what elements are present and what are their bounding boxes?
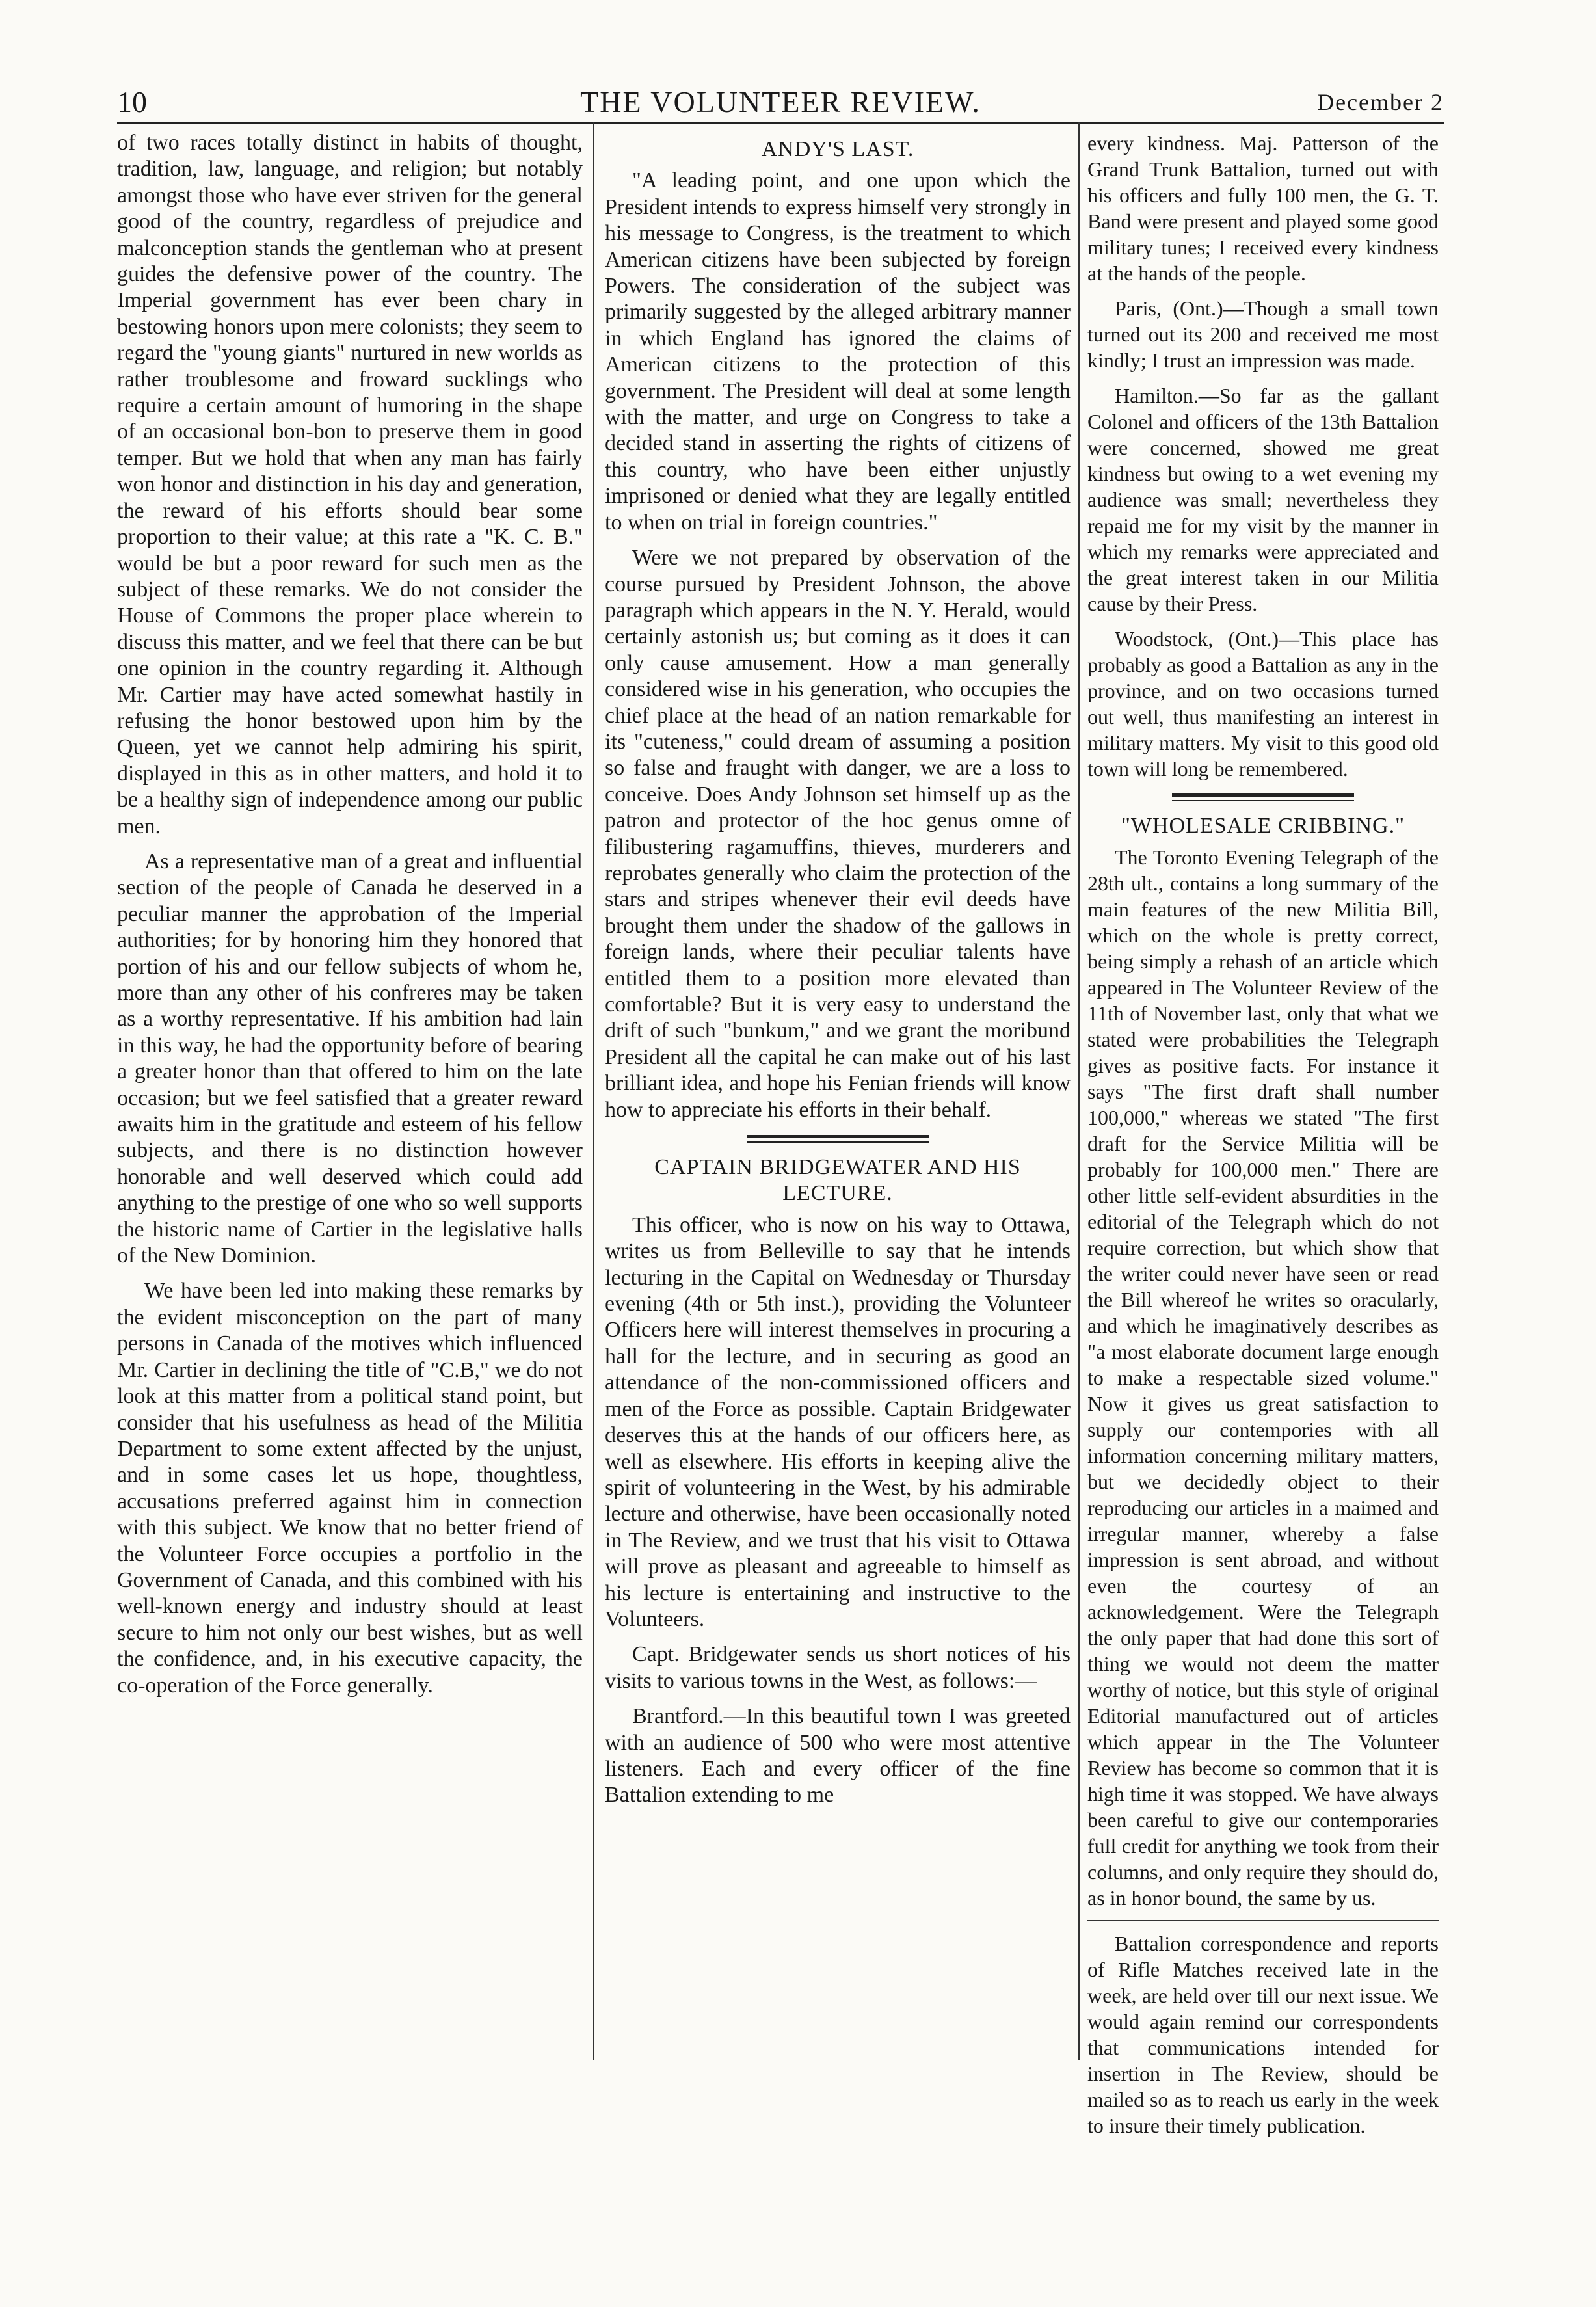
paragraph: of two races totally distinct in habits of thought, tradition, law, language, and religion; but notably amongst those who have ever striven for the general good of the country, regardless of prejudice and malconception stands the gentleman who at present guides the defensive power of the country. The Imperial government has ever been chary in bestowing honors upon mere colonists; they seem to regard the "young giants" nurtured in new worlds as rather troublesome and froward sucklings who require a certain amount of humoring in the shape of an occasional bon-bon to preserve them in good temper. But we hold that when any man has fairly won honor and distinction in his day and generation, the reward of his efforts should bear some proportion to their value; at this rate a "K. C. B." would be but a poor reward for such men as the subject of these remarks. We do not consider the House of Commons the proper place wherein to discuss this matter, and we feel that there can be but one opinion in the country regarding it. Although Mr. Cartier may have acted somewhat hastily in refusing the honor bestowed upon him by the Queen, yet we cannot help admiring his spirit, displayed in this as in other matters, and hold it to be a healthy sign of independence among our public men. <box>117 131 583 838</box>
column-3 <box>1087 130 1439 2274</box>
paragraph: The Toronto Evening Telegraph of the 28th ult., contains a long summary of the main features of the new Militia Bill, which on the whole is pretty correct, being simply a rehash of an article which appeared in The Volunteer Review of the 11th of November last, only that what we stated were probabilities the Telegraph gives as positive facts. For instance it says "The first draft shall number 100,000," whereas we stated "The first draft for the Service Militia will be probably for 100,000 men." There are other little self-evident absurdities in the editorial of the Telegraph which do not require correction, but which show that the writer could never have seen or read the Bill whereof he writes so oracularly, and which he imaginatively describes as "a most elaborate document large enough to make a respectable sized volume." Now it gives us great satisfaction to supply our contempories with all information concerning military matters, but we decidedly object to their reproducing our articles in a maimed and irregular manner, whereby a false impression is sent abroad, and without even the courtesy of an acknowledgement. Were the Telegraph the only paper that had done this sort of thing we would not deem the matter worthy of notice, but this style of original Editorial manufactured out of articles which appear in the The Volunteer Review has become so common that it is high time it was stopped. We have always been careful to give our contemporaries full credit for anything we took from their columns, and only require they should do, as in honor bound, the same by us. <box>1087 846 1439 1910</box>
section-divider <box>747 1135 929 1143</box>
issue-date: December 2 <box>1317 89 1444 115</box>
paragraph: Paris, (Ont.)—Though a small town turned out its 200 and received me most kindly; I trust an impression was made. <box>1087 297 1439 372</box>
page-number: 10 <box>117 85 147 118</box>
paragraph: Were we not prepared by observation of the course pursued by President Johnson, the above paragraph which appears in the N. Y. Herald, would certainly astonish us; but coming as it does it can only cause amusement. How a man generally considered wise in his generation, who occupies the chief place at the head of an nation remarkable for its "cuteness," could dream of assuming a position so false and fraught with danger, we are a loss to conceive. Does Andy Johnson set himself up as the patron and protector of the hoc genus omne of filibustering ragamuffins, thieves, murderers and reprobates generally who claim the protection of the stars and stripes whenever their evil deeds have brought them under the shadow of the gallows in foreign lands, where their peculiar talents have entitled them to a position more elevated than comfortable? But it is very easy to understand the drift of such "bunkum," and we grant the moribund President all the capital he can make out of his last brilliant idea, and hope his Fenian friends will know how to appreciate his efforts in their behalf. <box>605 546 1071 1122</box>
paragraph: Battalion correspondence and reports of Rifle Matches received late in the week, are held over till our next issue. We would again remind our correspondents that communications intended for insertion in The Review, should be mailed so as to reach us early in the week to insure their timely publication. <box>1087 1932 1439 2137</box>
column-rule <box>1078 122 1080 2060</box>
quoted-paragraph: "A leading point, and one upon which the President intends to express himself very strongly in his message to Congress, is the treatment to which American citizens have been subjected by foreign Powers. The consideration of the subject was primarily suggested by the alleged arbitrary manner in which England has ignored the claims of American citizens to the protection of this government. The President will deal at some length with the matter, and urge on Congress to take a decided stand in asserting the rights of citizens of this country, who have been either unjustly imprisoned or denied what they are legally entitled to when on trial in foreign countries." <box>605 168 1071 535</box>
paragraph: Woodstock, (Ont.)—This place has probably as good a Battalion as any in the province, and on two occasions turned out well, thus manifesting an interest in military matters. My visit to this good old town will long be remembered. <box>1087 627 1439 780</box>
paragraph: We have been led into making these remarks by the evident misconception on the part of many persons in Canada of the motives which influenced Mr. Cartier in declining the title of "C.B," we do not look at this matter from a political stand point, but consider that his usefulness as head of the Militia Department to some extent affected by the unjust, and in some cases let us hope, thoughtless, accusations preferred against him in connection with this subject. We know that no better friend of the Volunteer Force occupies a portfolio in the Government of Canada, and this combined with his well-known energy and industry should at least secure to him not only our best wishes, but as well the confidence, and, in his executive capacity, the co-operation of the Force generally. <box>117 1279 583 1698</box>
paragraph: As a representative man of a great and influential section of the people of Canada he deserved in a peculiar manner the approbation of the Imperial authorities; for by honoring him they honored that portion of his and our fellow subjects of whom he, more than any other of his confreres may be taken as a worthy representative. If his ambition had lain in this way, he had the opportunity before of bearing a greater honor than that offered to him on the late occasion; but we feel satisfied that a greater reward awaits him in the gratitude and esteem of his fellow subjects, and there is no distinction however honorable and well deserved which could add anything to the prestige of one who so well supports the historic name of Cartier in the legislative halls of the New Dominion. <box>117 849 583 1268</box>
newspaper-title: THE VOLUNTEER REVIEW. <box>580 85 981 118</box>
paragraph: every kindness. Maj. Patterson of the Grand Trunk Battalion, turned out with his officers and fully 100 men, the G. T. Band were present and played some good military tunes; I received every kindness at the hands of the people. <box>1087 131 1439 285</box>
column-rule <box>593 122 594 2060</box>
column-1 <box>117 130 583 2274</box>
article-heading: ANDY'S LAST. <box>761 137 914 161</box>
article-heading: "WHOLESALE CRIBBING." <box>1121 814 1405 838</box>
paragraph: Capt. Bridgewater sends us short notices of his visits to various towns in the West, as follows:— <box>605 1642 1071 1693</box>
paragraph: Brantford.—In this beautiful town I was greeted with an audience of 500 who were most attentive listeners. Each and every officer of the fine Battalion extending to me <box>605 1704 1071 1807</box>
article-heading: CAPTAIN BRIDGEWATER AND HIS LECTURE. <box>654 1155 1021 1206</box>
section-divider <box>1087 1920 1439 1921</box>
header-rule <box>117 122 1444 124</box>
section-divider <box>1172 793 1354 801</box>
column-2 <box>605 130 1071 2274</box>
paragraph: Hamilton.—So far as the gallant Colonel and officers of the 13th Battalion were concerned, showed me great kindness but owing to a wet evening my audience was small; nevertheless they repaid me for my visit by the manner in which my remarks were appreciated and the great interest taken in our Militia cause by their Press. <box>1087 384 1439 615</box>
paragraph: This officer, who is now on his way to Ottawa, writes us from Belleville to say that he intends lecturing in the Capital on Wednesday or Thursday evening (4th or 5th inst.), providing the Volunteer Officers here will interest themselves in procuring a hall for the lecture, and in securing as good an attendance of the non-commissioned officers and men of the Force as possible. Captain Bridgewater deserves this at the hands of our officers here, as well as elsewhere. His efforts in keeping alive the spirit of volunteering in the West, by his admirable lecture and otherwise, have been occasionally noted in The Review, and we trust that his visit to Ottawa will prove as pleasant and agreeable to himself as his lecture is entertaining and instructive to the Volunteers. <box>605 1212 1071 1631</box>
